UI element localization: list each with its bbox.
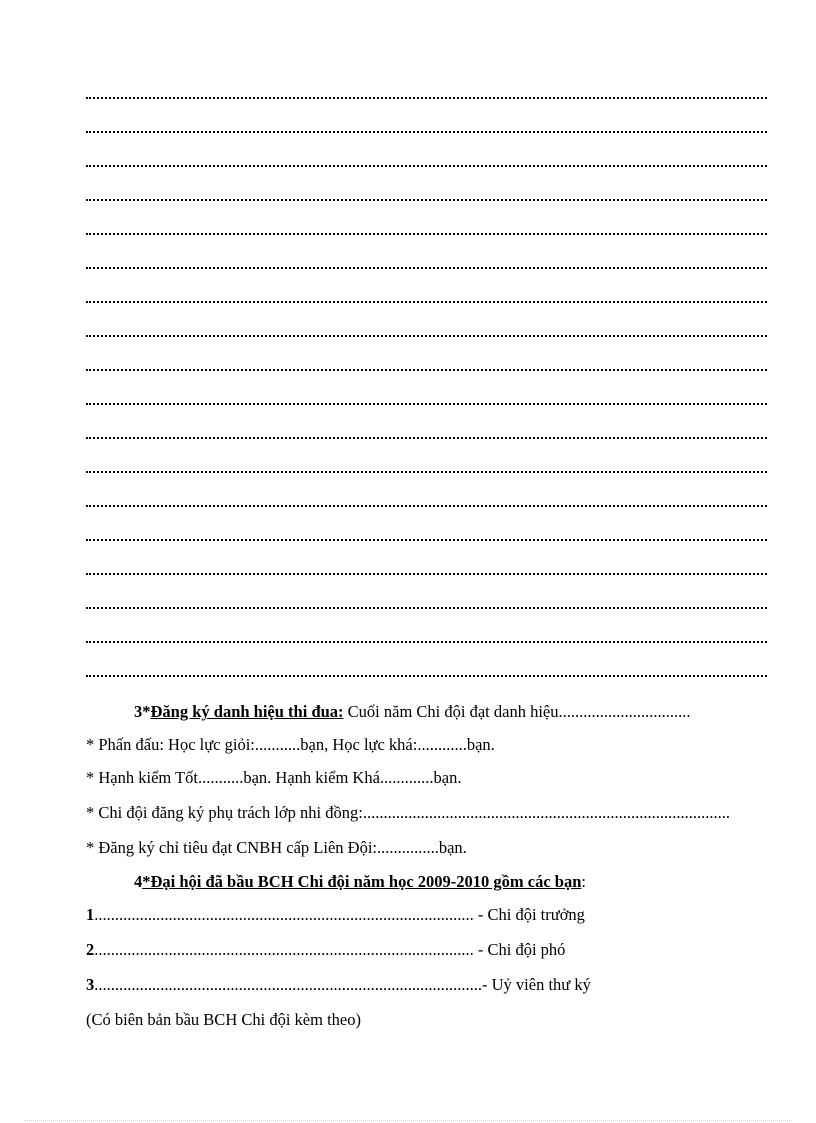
- blank-line: [86, 641, 767, 643]
- member-number: 2: [86, 940, 95, 959]
- blank-line: [86, 131, 767, 133]
- member-number: 3: [86, 975, 95, 994]
- member-row: [86, 905, 585, 925]
- section3-number: 3*: [134, 702, 151, 721]
- blank-line: [86, 199, 767, 201]
- member-row: [86, 940, 565, 960]
- member-dots: ............................................................................................: [94, 905, 474, 924]
- blank-line: [86, 369, 767, 371]
- member-dots: ............................................................................................: [94, 940, 474, 959]
- attachment-note: (Có biên bản bầu BCH Chi đội kèm theo): [86, 1010, 361, 1029]
- blank-line: [86, 335, 767, 337]
- blank-line: [86, 301, 767, 303]
- section3-item: * Phấn đấu: Học lực giỏi:...........bạn, Học lực khá:............bạn.: [86, 735, 495, 754]
- member-dots: ..............................................................................................: [94, 975, 482, 994]
- blank-line: [86, 165, 767, 167]
- blank-line: [86, 505, 767, 507]
- section3-item: * Hạnh kiểm Tốt...........bạn. Hạnh kiểm Khá.............bạn.: [86, 768, 462, 787]
- blank-line: [86, 539, 767, 541]
- blank-line: [86, 675, 767, 677]
- blank-line: [86, 437, 767, 439]
- section3-heading-line: [134, 702, 690, 722]
- blank-line: [86, 471, 767, 473]
- blank-line: [86, 267, 767, 269]
- member-role: - Chi đội phó: [473, 940, 566, 959]
- blank-line: [86, 97, 767, 99]
- page-bottom-rule: [24, 1120, 792, 1121]
- member-role: - Chi đội trưởng: [473, 905, 585, 924]
- section3-text: Cuối năm Chi đội đạt danh hiệu................................: [343, 702, 691, 721]
- blank-line: [86, 233, 767, 235]
- section3-heading: Đăng ký danh hiệu thi đua:: [150, 702, 344, 721]
- section4-colon: :: [581, 872, 586, 891]
- blank-line: [86, 403, 767, 405]
- member-number: 1: [86, 905, 95, 924]
- section3-item: * Đăng ký chỉ tiêu đạt CNBH cấp Liên Đội:...............bạn.: [86, 838, 467, 857]
- section3-item: * Chi đội đăng ký phụ trách lớp nhi đồng:.........................................................................................: [86, 803, 730, 822]
- blank-line: [86, 607, 767, 609]
- blank-line: [86, 573, 767, 575]
- member-role: - Uỷ viên thư ký: [482, 975, 591, 994]
- section4-number: 4: [134, 872, 143, 891]
- section4-heading: *Đại hội đã bầu BCH Chi đội năm học 2009-2010 gồm các bạn: [142, 872, 582, 891]
- section4-heading-line: [134, 872, 586, 892]
- member-row: [86, 975, 591, 995]
